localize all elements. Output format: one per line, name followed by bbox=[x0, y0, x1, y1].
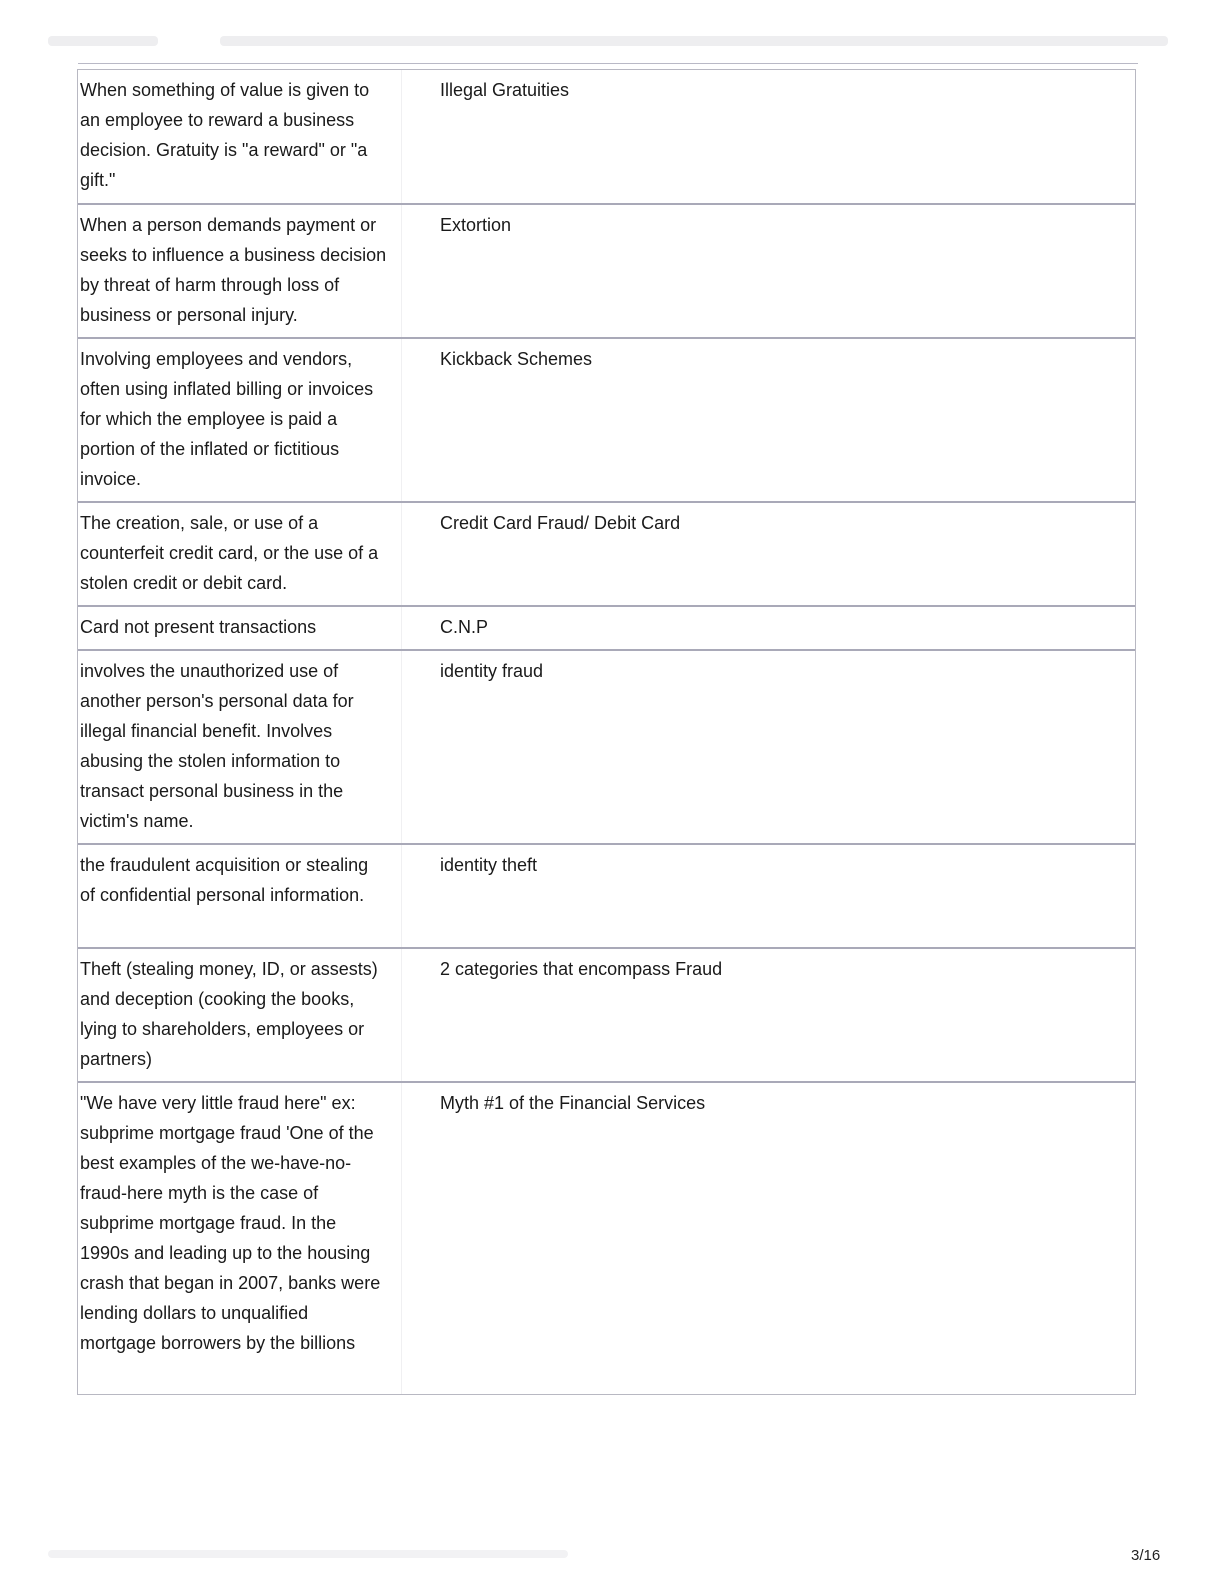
card-row bbox=[78, 337, 1135, 501]
header-date bbox=[48, 36, 158, 46]
footer-url bbox=[48, 1550, 568, 1558]
card-term: Involving employees and vendors, often using inflated billing or invoices for which the employee is paid a portion of the inflated or fictitious invoice. bbox=[78, 339, 402, 501]
card-definition: Kickback Schemes bbox=[440, 349, 593, 369]
card-term: When a person demands payment or seeks to influence a business decision by threat of harm through loss of business or personal injury. bbox=[78, 205, 402, 337]
card-row bbox=[78, 843, 1135, 947]
card-term: The creation, sale, or use of a counterfeit credit card, or the use of a stolen credit or debit card. bbox=[78, 503, 402, 605]
card-term: involves the unauthorized use of another person's personal data for illegal financial benefit. Involves abusing the stolen information to transact personal business in the victim's name. bbox=[78, 651, 402, 843]
card-term: Card not present transactions bbox=[78, 607, 402, 649]
page-header bbox=[48, 32, 1168, 50]
card-definition: Myth #1 of the Financial Services bbox=[440, 1093, 706, 1113]
card-term: the fraudulent acquisition or stealing of confidential personal information. bbox=[78, 845, 402, 947]
card-row bbox=[78, 1081, 1135, 1394]
flashcard-table bbox=[77, 69, 1136, 1395]
card-definition: identity theft bbox=[440, 855, 538, 875]
card-definition: Extortion bbox=[440, 215, 512, 235]
card-definition: identity fraud bbox=[440, 661, 544, 681]
card-term: When something of value is given to an employee to reward a business decision. Gratuity is "a reward" or "a gift." bbox=[78, 70, 402, 203]
card-definition: Illegal Gratuities bbox=[440, 80, 570, 100]
card-row bbox=[78, 70, 1135, 203]
card-definition: Credit Card Fraud/ Debit Card bbox=[440, 513, 681, 533]
card-definition: C.N.P bbox=[440, 617, 489, 637]
card-row bbox=[78, 947, 1135, 1081]
card-row bbox=[78, 501, 1135, 605]
card-row bbox=[78, 605, 1135, 649]
card-row bbox=[78, 649, 1135, 843]
header-title bbox=[220, 36, 1168, 46]
card-term: "We have very little fraud here" ex: subprime mortgage fraud 'One of the best examples of the we-have-no-fraud-here myth is the case of subprime mortgage fraud. In the 1990s and leading up to the housing crash that began in 2007, banks were lending dollars to unqualified mortgage borrowers by the billions bbox=[78, 1083, 402, 1394]
card-definition: 2 categories that encompass Fraud bbox=[440, 959, 723, 979]
header-divider bbox=[78, 63, 1138, 64]
page-number: 3/16 bbox=[1131, 1547, 1161, 1564]
card-term: Theft (stealing money, ID, or assests) and deception (cooking the books, lying to shareholders, employees or partners) bbox=[78, 949, 402, 1081]
card-row bbox=[78, 203, 1135, 337]
